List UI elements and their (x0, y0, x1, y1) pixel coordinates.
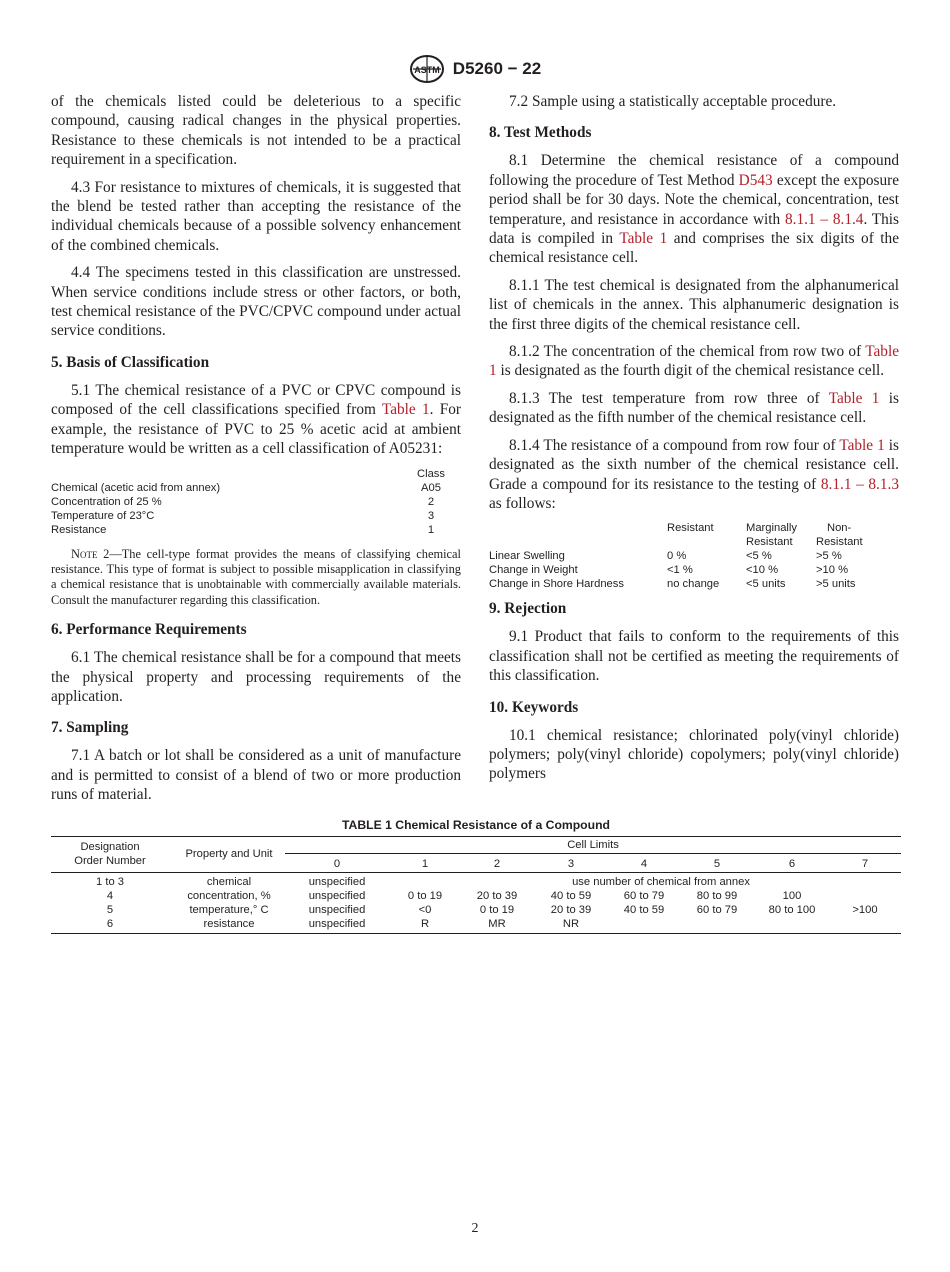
section-10-heading: 10. Keywords (489, 698, 579, 716)
astm-logo-icon (409, 54, 445, 84)
paragraph-4-4: 4.4 The specimens tested in this classification are unstressed. When service conditions include stress or other factors, or both, test chemical resistance of the PVC/CPVC compound under actual service conditions. (51, 264, 461, 340)
document-id: D5260 − 22 (452, 59, 542, 78)
res-row-label: Change in Weight (489, 564, 578, 577)
left-column (51, 92, 461, 813)
paragraph-8-1-3: 8.1.3 The test temperature from row three of Table 1 is designated as the fifth number of the chemical resistance cell. (489, 389, 899, 427)
page-header (0, 54, 950, 89)
note-2: Note 2—The cell-type format provides the means of classifying chemical resistance. This type of format is subject to possible misapplication in classifying a chemical resistance that is unobtainable with commercially available materials. Consult the manufacturer regarding this classification. (51, 546, 461, 607)
paragraph-9-1: 9.1 Product that fails to conform to the requirements of this classification shall not be certified as meeting the requirements of this classification. (489, 628, 899, 685)
col-header-cell-limits: Cell Limits (567, 839, 619, 851)
paragraph-8-1-4: 8.1.4 The resistance of a compound from row four of Table 1 is designated as the sixth number of the chemical resistance cell. Grade a compound for its resistance to the testing of 8.1.1 – 8.1.3 as follows: (489, 436, 900, 512)
paragraph-7-2: 7.2 Sample using a statistically acceptable procedure. (509, 93, 837, 110)
paragraph-10-1: 10.1 chemical resistance; chlorinated poly(vinyl chloride) polymers; poly(vinyl chloride) copolymers; poly(vinyl chloride) polymers (489, 726, 899, 783)
table-1-link[interactable]: Table 1 (381, 401, 430, 419)
svg-text:ASTM: ASTM (414, 65, 440, 75)
section-9-heading: 9. Rejection (489, 600, 567, 618)
paragraph-6-1: 6.1 The chemical resistance shall be for a compound that meets the physical property and processing requirements of the application. (51, 649, 461, 705)
class-row: Concentration of 25 % 2 (51, 495, 435, 508)
table-1-link[interactable]: Table 1 (489, 343, 899, 380)
section-8-heading: 8. Test Methods (489, 124, 592, 142)
d543-link[interactable]: D543 (738, 171, 773, 189)
class-example-table (51, 467, 461, 537)
table-1-link[interactable]: Table 1 (619, 230, 668, 248)
section-7-heading: 7. Sampling (51, 719, 129, 737)
table-1-title: TABLE 1 Chemical Resistance of a Compound (342, 818, 610, 832)
table-1: Designation Order Number Property and Unit Cell Limits 0 1 2 3 4 5 6 7 1 to 3 chemical unspecified use number of chemical from annex 4 concentration, % unspecified 0 to 19 20 to 39 40 to 59 60 to 79 80 to 99 100 5 temperature,° C unspecified <0 0 to 19 20 to 39 40 to 59 60 to 79 80 to 100 >100 6 resistance unspecified R MR NR (51, 836, 901, 936)
col-header-designation: Designation (80, 841, 140, 853)
table-row-order: 6 (106, 918, 114, 930)
paragraph-5-1: 5.1 The chemical resistance of a PVC or CPVC compound is composed of the cell classifications specified from Table 1. For example, the resistance of PVC to 25 % acetic acid at ambient temperature would be written as a cell classification of A05231: (51, 381, 461, 458)
col-header-order-number: Order Number (74, 855, 146, 867)
page-number: 2 (471, 1221, 479, 1236)
res-row-label: Linear Swelling (489, 550, 565, 563)
paragraph-8-1-2: 8.1.2 The concentration of the chemical from row two of Table 1 is designated as the fourth digit of the chemical resistance cell. (489, 343, 899, 380)
paragraph-7-1: 7.1 A batch or lot shall be considered as a unit of manufacture and is permitted to consist of a blend of two or more production runs of material. (51, 747, 461, 804)
paragraph-4-2-continued: of the chemicals listed could be deleterious to a specific compound, causing radical changes in the physical properties. Resistance to these chemicals is not intended to be a practical requirement in a specification. (51, 93, 461, 169)
section-6-heading: 6. Performance Requirements (51, 621, 247, 639)
table-1-link[interactable]: Table 1 (828, 389, 880, 407)
section-8-1-1-link[interactable]: 8.1.1 – 8.1.3 (820, 475, 899, 493)
paragraph-8-1: 8.1 Determine the chemical resistance of a compound following the procedure of Test Method D543 except the exposure period shall be for 30 days. Note the chemical, concentration, test temperature, and resistance in accordance with 8.1.1 – 8.1.4. This data is compiled in Table 1 and comprises the six digits of the chemical resistance cell. (489, 152, 900, 267)
table-1-link[interactable]: Table 1 (839, 436, 885, 454)
resistance-grade-table: Resistant Marginally Resistant Non- Resistant Linear Swelling 0 % <5 % >5 % Change in Weight <1 % <10 % >10 % Change in Shore Hardness no change <5 units >5 units (489, 522, 863, 591)
class-row: Resistance 1 (51, 523, 435, 536)
class-row: Temperature of 23°C 3 (51, 509, 435, 522)
class-header: Class (417, 467, 445, 480)
table-row-order: 5 (106, 904, 114, 916)
col-header-property: Property and Unit (185, 848, 273, 860)
section-8-1-1-link[interactable]: 8.1.1 – 8.1.4 (784, 210, 864, 228)
class-row: Chemical (acetic acid from annex) A05 (51, 481, 441, 494)
res-row-label: Change in Shore Hardness (489, 578, 624, 591)
section-5-heading: 5. Basis of Classification (51, 353, 210, 371)
table-row-order: 4 (106, 890, 114, 902)
table-row-order: 1 to 3 (96, 876, 124, 888)
right-column (489, 92, 899, 792)
paragraph-8-1-1: 8.1.1 The test chemical is designated from the alphanumerical list of chemicals in the annex. This alphanumeric designation is the first three digits of the chemical resistance cell. (489, 276, 899, 333)
paragraph-4-3: 4.3 For resistance to mixtures of chemicals, it is suggested that the blend be tested rather than accepting the resistance of the individual chemicals because of a possible solvency enhancement of the combined chemicals. (51, 178, 461, 254)
